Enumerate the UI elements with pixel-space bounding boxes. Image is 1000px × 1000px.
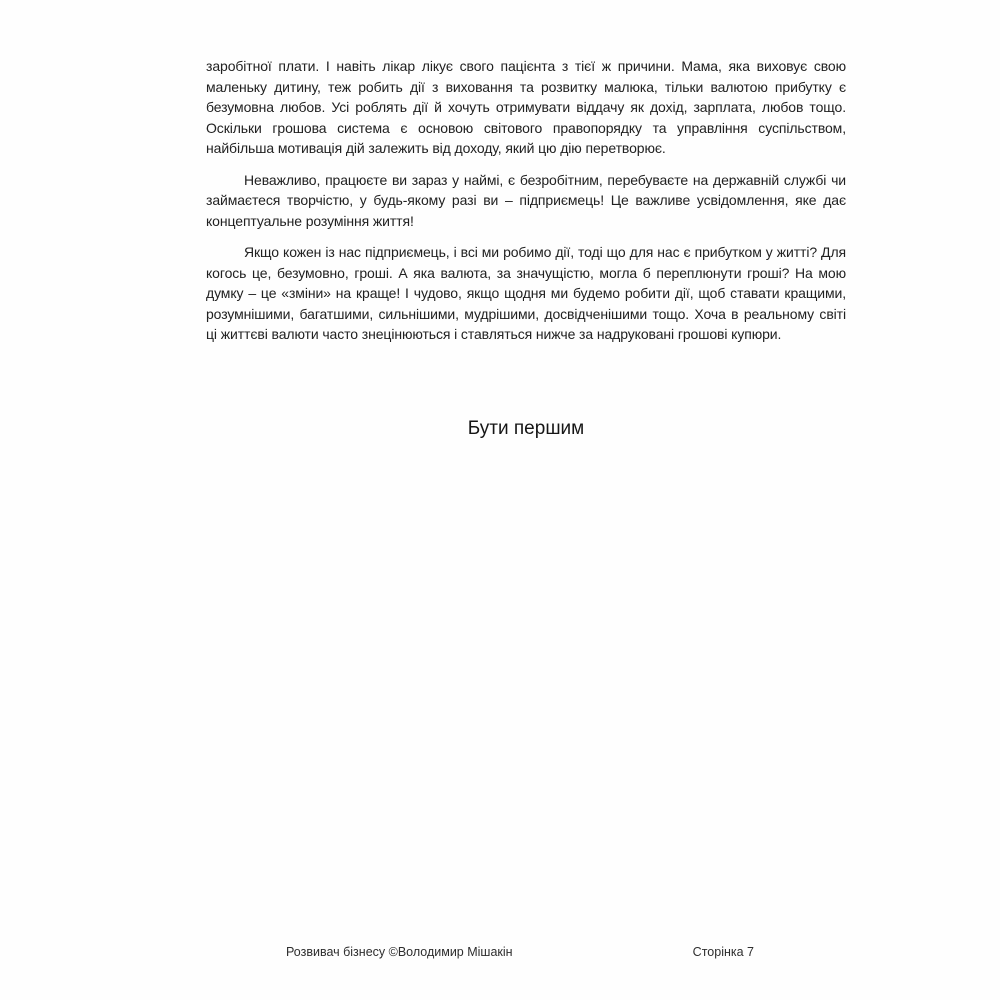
paragraph: Якщо кожен із нас підприємець, і всі ми робимо дії, тоді що для нас є прибутком у житті? Для когось це, безумовно, гроші. А яка валюта, за значущістю, могла б переплюнути гроші? На мою думку – це «зміни» на краще! І чудово, якщо щодня ми будемо робити дії, щоб ставати кращими, розумнішими, багатшими, сильнішими, мудрішими, досвідченішими тощо. Хоча в реальному світі ці життєві валюти часто знецінюються і ставляться нижче за надруковані грошові купюри. <box>206 244 846 342</box>
footer-page-number: Сторінка 7 <box>692 945 754 959</box>
paragraph: Неважливо, працюєте ви зараз у наймі, є безробітним, перебуваєте на державній службі чи займаєтеся творчістю, у будь-якому разі ви – підприємець! Це важливе усвідомлення, яке дає концептуальне розуміння життя! <box>206 171 846 229</box>
section-heading: Бути першим <box>467 418 585 439</box>
footer-author-credit: Розвивач бізнесу ©Володимир Мішакін <box>286 945 513 959</box>
body-text-block <box>206 56 846 356</box>
paragraph-continuation: заробітної плати. І навіть лікар лікує свого пацієнта з тієї ж причини. Мама, яка виховує свою маленьку дитину, теж робить дії з виховання та розвитку малюка, тільки валютою прибутку є безумовна любов. Усі роблять дії й хочуть отримувати віддачу як дохід, зарплата, любов тощо. Оскільки грошова система є основою світового правопорядку та управління суспільством, найбільша мотивація дій залежить від доходу, який цю дію перетворює. <box>206 58 846 156</box>
